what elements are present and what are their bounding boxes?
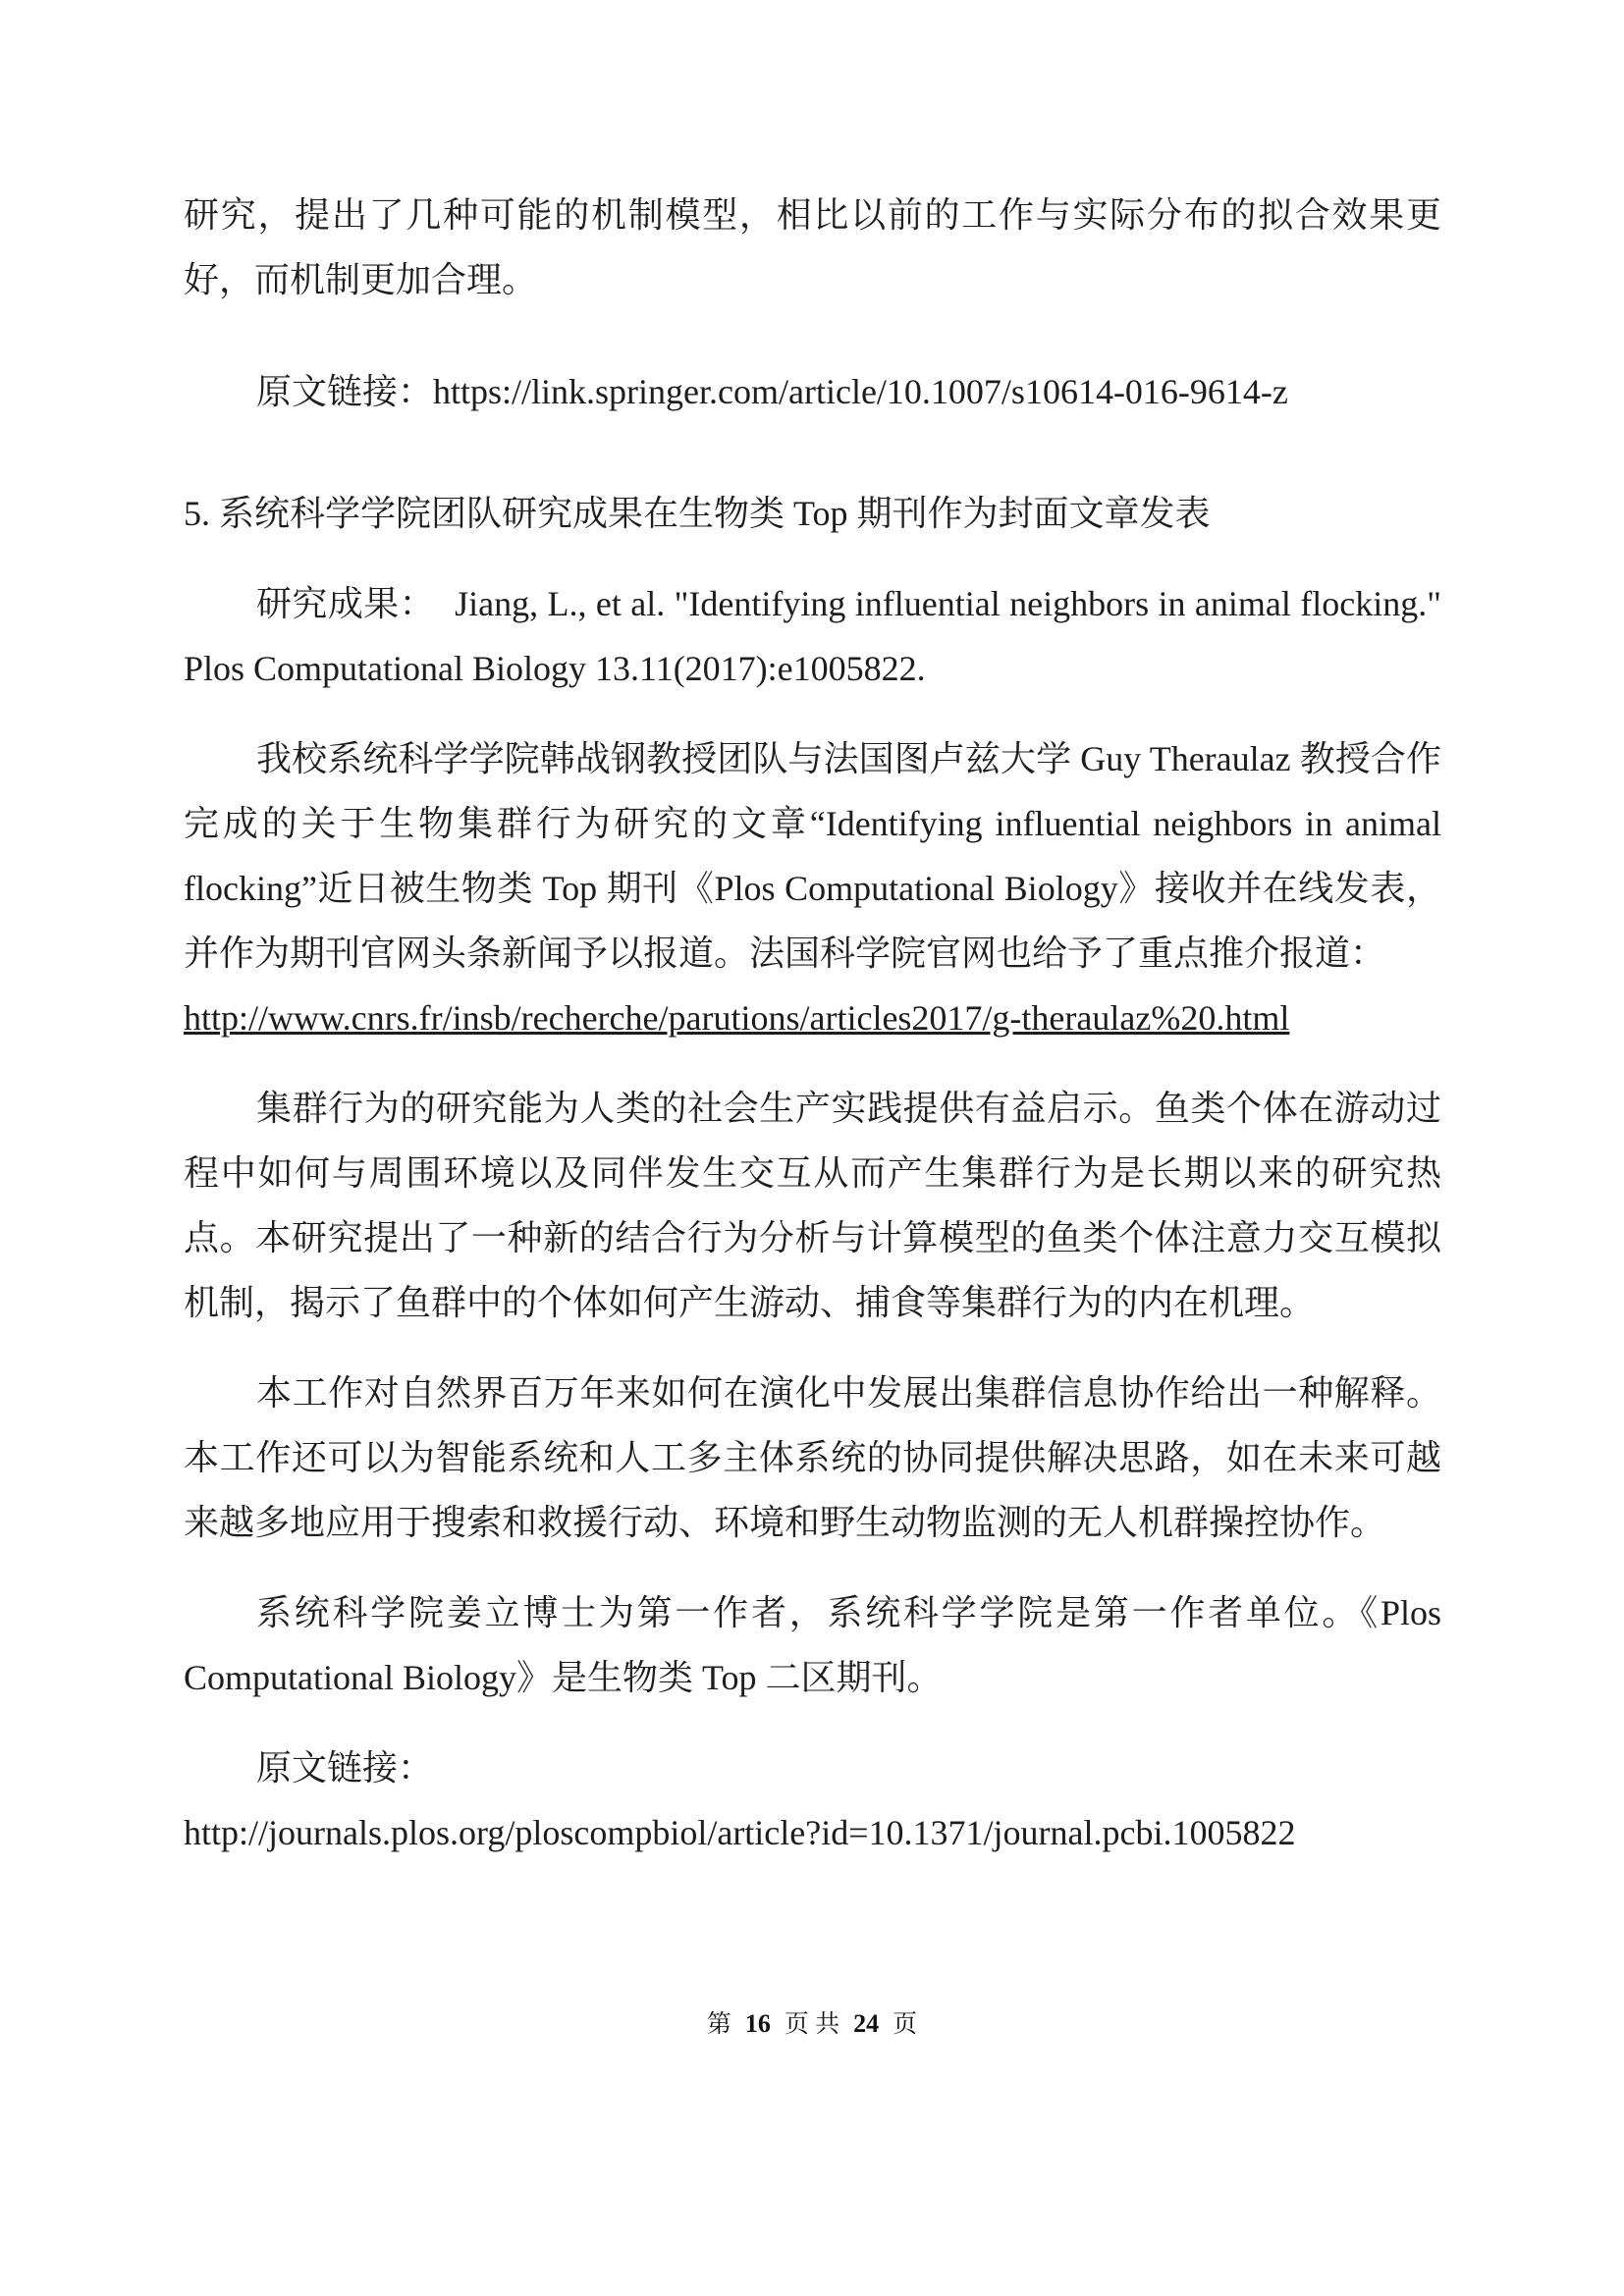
citation-label: 研究成果： bbox=[256, 584, 436, 623]
footer-suffix: 页 bbox=[893, 2011, 918, 2038]
springer-link-line bbox=[184, 359, 1441, 424]
footer-total-pages: 24 bbox=[853, 2009, 880, 2038]
collaboration-paragraph: 我校系统科学学院韩战钢教授团队与法国图卢兹大学 Guy Theraulaz 教授合作完成的关于生物集群行为研究的文章“Identifying influential neighbors in animal flocking”近日被生物类 Top 期刊《Plos Computational Biology》接收并在线发表，并作为期刊官网头条新闻予以报道。法国科学院官网也给予了重点推介报道： bbox=[184, 739, 1441, 973]
document-page bbox=[184, 183, 1441, 1865]
section-5-heading: 5. 系统科学学院团队研究成果在生物类 Top 期刊作为封面文章发表 bbox=[184, 494, 1211, 533]
author-paragraph: 系统科学院姜立博士为第一作者，系统科学学院是第一作者单位。《Plos Computational Biology》是生物类 Top 二区期刊。 bbox=[184, 1593, 1441, 1697]
footer-middle: 页 共 bbox=[784, 2011, 840, 2038]
research-citation-paragraph bbox=[184, 571, 1441, 701]
application-paragraph: 本工作对自然界百万年来如何在演化中发展出集群信息协作给出一种解释。本工作还可以为智能系统和人工多主体系统的协同提供解决思路，如在未来可越来越多地应用于搜索和救援行动、环境和野生动物监测的无人机群操控协作。 bbox=[184, 1373, 1441, 1542]
plos-link-label-line: 原文链接： bbox=[256, 1748, 434, 1788]
footer-prefix: 第 bbox=[706, 2011, 731, 2038]
source-link-label: 原文链接： bbox=[256, 372, 434, 411]
continuation-paragraph: 研究，提出了几种可能的机制模型，相比以前的工作与实际分布的拟合效果更好，而机制更加合理。 bbox=[184, 195, 1441, 299]
footer-current-page: 16 bbox=[744, 2009, 771, 2038]
springer-url[interactable]: https://link.springer.com/article/10.1007/s10614-016-9614-z bbox=[433, 372, 1288, 411]
cnrs-url[interactable]: http://www.cnrs.fr/insb/recherche/parutions/articles2017/g-theraulaz%20.html bbox=[184, 998, 1290, 1038]
plos-url[interactable]: http://journals.plos.org/ploscompbiol/article?id=10.1371/journal.pcbi.1005822 bbox=[184, 1813, 1296, 1852]
insight-paragraph: 集群行为的研究能为人类的社会生产实践提供有益启示。鱼类个体在游动过程中如何与周围环境以及同伴发生交互从而产生集群行为是长期以来的研究热点。本研究提出了一种新的结合行为分析与计算模型的鱼类个体注意力交互模拟机制，揭示了鱼群中的个体如何产生游动、捕食等集群行为的内在机理。 bbox=[184, 1089, 1441, 1322]
citation-text: Jiang, L., et al. "Identifying influential neighbors in animal flocking." Plos Computational Biology 13.11(2017):e1005822. bbox=[184, 584, 1441, 688]
page-number-footer bbox=[0, 2004, 1624, 2040]
